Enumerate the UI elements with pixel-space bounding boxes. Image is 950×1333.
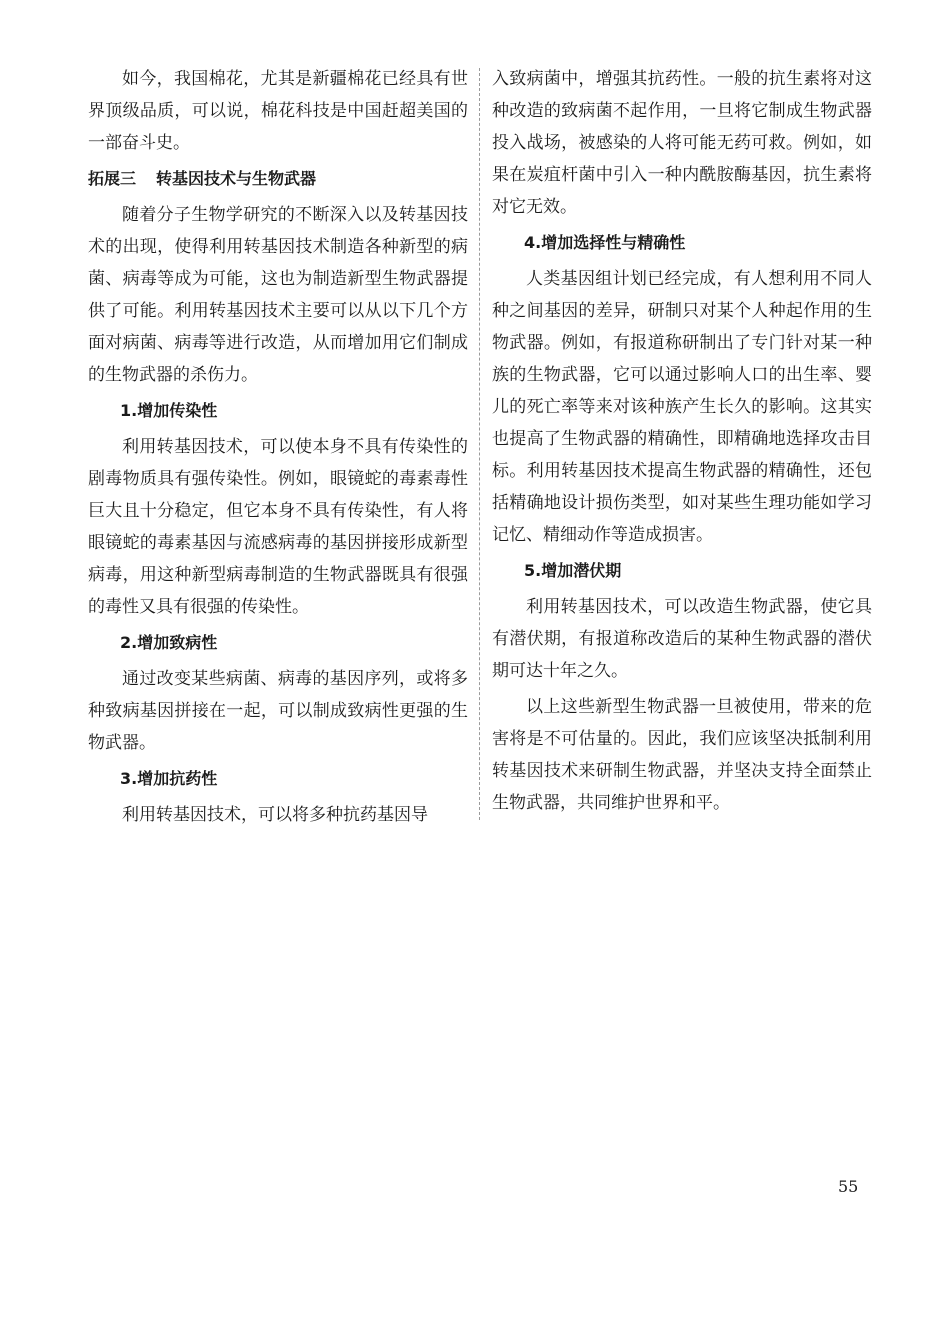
item3-heading: 3.增加抗药性 [120, 769, 218, 788]
item2-paragraph: 通过改变某些病菌、病毒的基因序列，或将多种致病基因拼接在一起，可以制成致病性更强的生物武器。 [88, 669, 468, 753]
item5-heading: 5.增加潜伏期 [524, 561, 622, 580]
section-intro-paragraph: 随着分子生物学研究的不断深入以及转基因技术的出现，使得利用转基因技术制造各种新型的病菌、病毒等成为可能，这也为制造新型生物武器提供了可能。利用转基因技术主要可以从以下几个方面对病菌、病毒等进行改造，从而增加用它们制成的生物武器的杀伤力。 [88, 205, 468, 385]
item5-paragraph: 利用转基因技术，可以改造生物武器，使它具有潜伏期，有报道称改造后的某种生物武器的潜伏期可达十年之久。 [492, 597, 872, 681]
section-heading [88, 163, 468, 199]
item3-paragraph-start: 利用转基因技术，可以将多种抗药基因导 [122, 805, 428, 825]
right-column [492, 63, 872, 823]
item1-paragraph: 利用转基因技术，可以使本身不具有传染性的剧毒物质具有强传染性。例如，眼镜蛇的毒素毒性巨大且十分稳定，但它本身不具有传染性，有人将眼镜蛇的毒素基因与流感病毒的基因拼接形成新型病毒，用这种新型病毒制造的生物武器既具有很强的毒性又具有很强的传染性。 [88, 437, 468, 617]
item2-heading: 2.增加致病性 [120, 633, 218, 652]
item4-paragraph: 人类基因组计划已经完成，有人想利用不同人种之间基因的差异，研制只对某个人种起作用的生物武器。例如，有报道称研制出了专门针对某一种族的生物武器，它可以通过影响人口的出生率、婴儿的死亡率等来对该种族产生长久的影响。这其实也提高了生物武器的精确性，即精确地选择攻击目标。利用转基因技术提高生物武器的精确性，还包括精确地设计损伤类型，如对某些生理功能如学习记忆、精细动作等造成损害。 [492, 269, 872, 545]
column-divider [479, 68, 480, 820]
section-label: 拓展三 [88, 169, 137, 188]
page-number: 55 [838, 1177, 859, 1196]
item1-heading: 1.增加传染性 [120, 401, 218, 420]
section-title: 转基因技术与生物武器 [156, 169, 317, 188]
item3-paragraph-end: 入致病菌中，增强其抗药性。一般的抗生素将对这种改造的致病菌不起作用，一旦将它制成生物武器投入战场，被感染的人将可能无药可救。例如，如果在炭疽杆菌中引入一种内酰胺酶基因，抗生素将对它无效。 [492, 69, 872, 217]
conclusion-paragraph: 以上这些新型生物武器一旦被使用，带来的危害将是不可估量的。因此，我们应该坚决抵制利用转基因技术来研制生物武器，并坚决支持全面禁止生物武器，共同维护世界和平。 [492, 697, 872, 813]
item4-heading: 4.增加选择性与精确性 [524, 233, 686, 252]
left-column [88, 63, 468, 835]
intro-paragraph: 如今，我国棉花，尤其是新疆棉花已经具有世界顶级品质，可以说，棉花科技是中国赶超美国的一部奋斗史。 [88, 69, 468, 153]
